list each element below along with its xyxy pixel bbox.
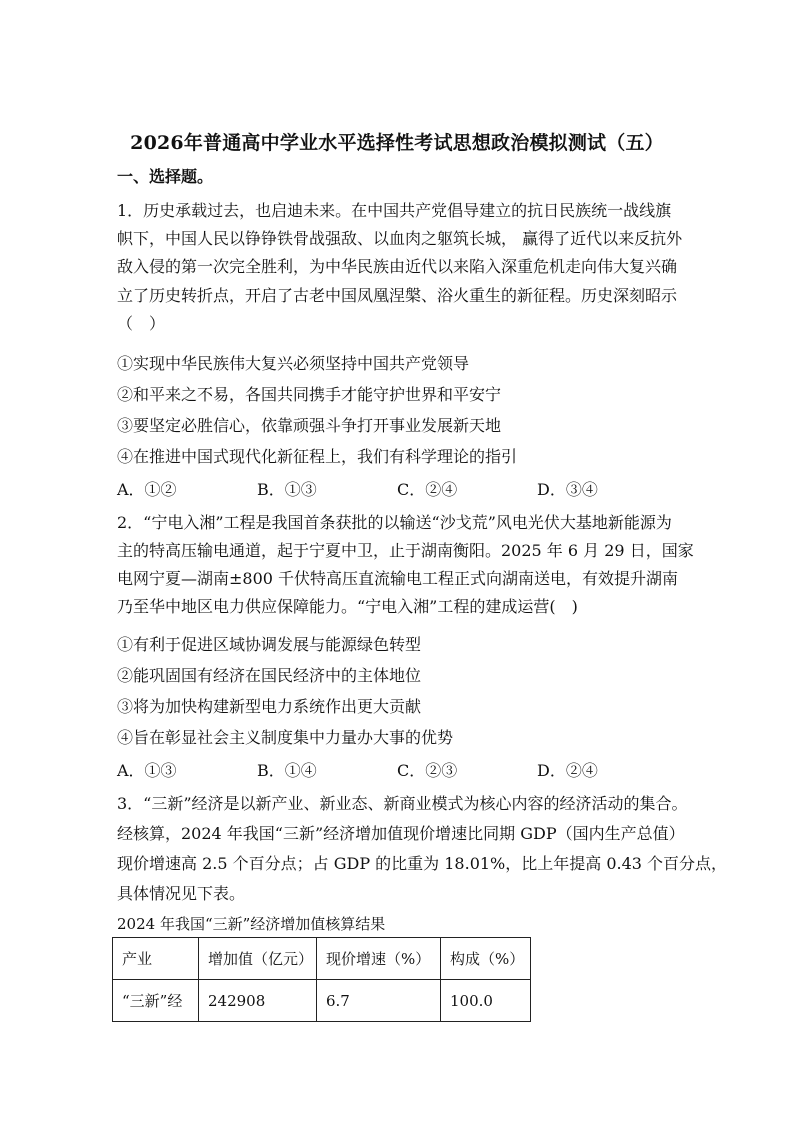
q1-line: 立了历史转折点，开启了古老中国凤凰涅槃、浴火重生的新征程。历史深刻昭示 (117, 286, 678, 305)
q1-choice-c: C．②④ (397, 480, 458, 499)
table-header-row (113, 938, 531, 980)
q2-option: ①有利于促进区域协调发展与能源绿色转型 (117, 635, 422, 654)
table-cell: 100.0 (441, 980, 531, 1022)
q1-choice-a: A．①② (117, 480, 177, 499)
q2-choice-d: D．②④ (537, 761, 598, 780)
q2-line: 电网宁夏—湖南±800 千伏特高压直流输电工程正式向湖南送电，有效提升湖南 (117, 569, 679, 588)
q1-line: 帜下，中国人民以铮铮铁骨战强敌、以血肉之躯筑长城， 赢得了近代以来反抗外 (117, 229, 683, 248)
q1-option: ④在推进中国式现代化新征程上，我们有科学理论的指引 (117, 447, 518, 466)
q2-option: ②能巩固国有经济在国民经济中的主体地位 (117, 666, 422, 685)
q2-option: ③将为加快构建新型电力系统作出更大贡献 (117, 697, 422, 716)
q3-line: 具体情况见下表。 (117, 884, 246, 903)
q2-option: ④旨在彰显社会主义制度集中力量办大事的优势 (117, 728, 454, 747)
page-title: 2026年普通高中学业水平选择性考试思想政治模拟测试（五） (130, 132, 664, 154)
q3-line: 经核算，2024 年我国“三新”经济增加值现价增速比同期 GDP（国内生产总值） (117, 824, 685, 843)
data-table (112, 937, 531, 1022)
q1-option: ①实现中华民族伟大复兴必须坚持中国共产党领导 (117, 354, 470, 373)
q3-line: 3．“三新”经济是以新产业、新业态、新商业模式为核心内容的经济活动的集合。 (117, 794, 688, 813)
table-cell: 242908 (199, 980, 317, 1022)
q1-line: 1．历史承载过去，也启迪未来。在中国共产党倡导建立的抗日民族统一战线旗 (117, 201, 672, 220)
q1-line: （ ） (117, 314, 166, 333)
q2-choice-c: C．②③ (397, 761, 458, 780)
q2-choice-b: B．①④ (257, 761, 317, 780)
table-header-cell: 增加值（亿元） (199, 938, 317, 980)
q1-option: ③要坚定必胜信心，依靠顽强斗争打开事业发展新天地 (117, 416, 502, 435)
q3-line: 现价增速高 2.5 个百分点；占 GDP 的比重为 18.01%，比上年提高 0.43 个百分点， (117, 854, 728, 873)
q1-line: 敌入侵的第一次完全胜利，为中华民族由近代以来陷入深重危机走向伟大复兴确 (117, 257, 678, 276)
table-header-cell: 产业 (113, 938, 199, 980)
table-header-cell: 现价增速（%） (317, 938, 441, 980)
q1-choice-d: D．③④ (537, 480, 598, 499)
table-row (113, 980, 531, 1022)
section-heading: 一、选择题。 (117, 167, 214, 186)
q1-option: ②和平来之不易，各国共同携手才能守护世界和平安宁 (117, 385, 502, 404)
table-cell: 6.7 (317, 980, 441, 1022)
table-header-cell: 构成（%） (441, 938, 531, 980)
table-caption: 2024 年我国“三新”经济增加值核算结果 (117, 915, 386, 933)
q2-line: 2．“宁电入湘”工程是我国首条获批的以输送“沙戈荒”风电光伏大基地新能源为 (117, 513, 672, 532)
q1-choice-b: B．①③ (257, 480, 317, 499)
q2-line: 主的特高压输电通道，起于宁夏中卫，止于湖南衡阳。2025 年 6 月 29 日，国家 (117, 541, 694, 560)
table-cell: “三新”经 (113, 980, 199, 1022)
q2-line: 乃至华中地区电力供应保障能力。“宁电入湘”工程的建成运营( ) (117, 597, 578, 616)
q2-choice-a: A．①③ (117, 761, 177, 780)
